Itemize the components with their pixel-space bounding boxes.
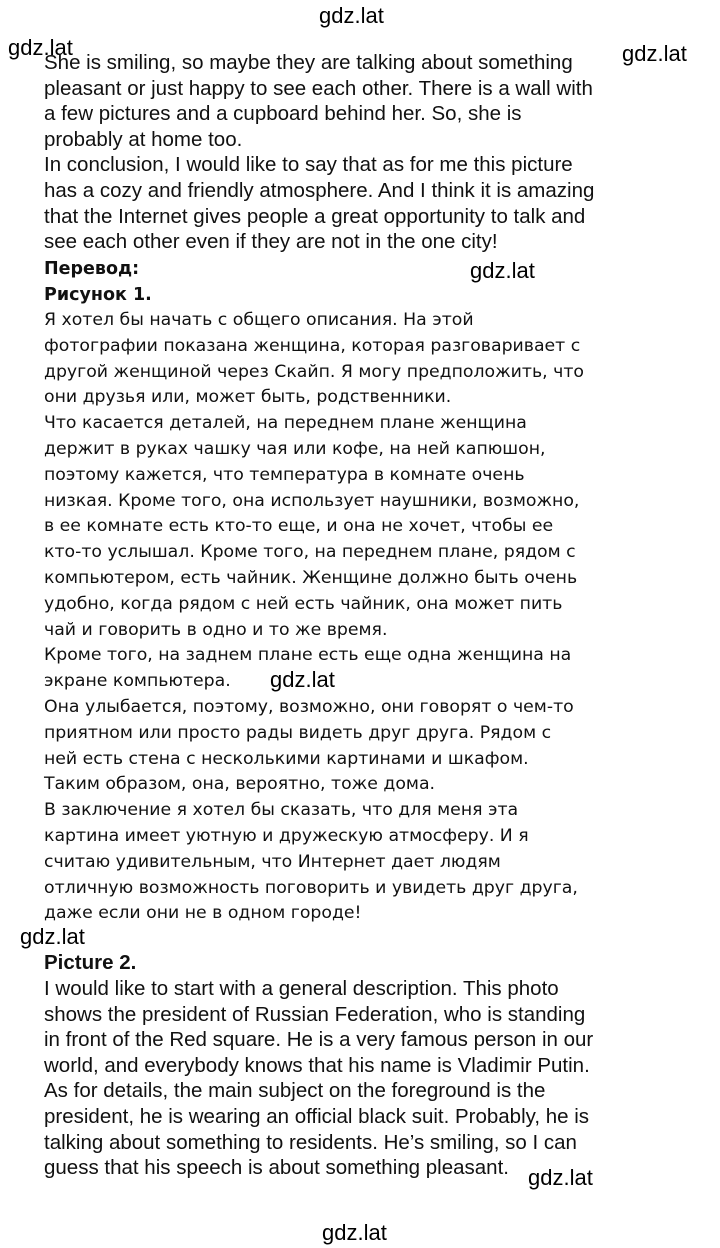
watermark-top-left: gdz.lat [8, 35, 73, 60]
text-line: экране компьютера. [44, 671, 231, 692]
text-line: talking about something to residents. He’s smiling, so I can [44, 1130, 577, 1154]
text-line: Я хотел бы начать с общего описания. На этой [44, 310, 474, 330]
translation-heading: Перевод: [44, 259, 140, 279]
text-line: Кроме того, на заднем плане есть еще одна женщина на [44, 645, 572, 666]
text-line: a few pictures and a cupboard behind her. So, she is [44, 102, 522, 126]
russian-translation [44, 308, 584, 927]
text-line: As for details, the main subject on the foreground is the [44, 1079, 546, 1103]
watermark-mid: gdz.lat [270, 667, 335, 692]
watermark-mid-right: gdz.lat [470, 258, 535, 283]
watermark-bottom-right: gdz.lat [528, 1165, 593, 1190]
text-line: держит в руках чашку чая или кофе, на ней капюшон, [44, 438, 546, 459]
text-line: shows the president of Russian Federation, who is standing [44, 1002, 586, 1026]
watermark-top-right: gdz.lat [622, 41, 687, 66]
text-line: картина имеет уютную и дружескую атмосферу. И я [44, 825, 529, 846]
text-line: see each other even if they are not in the one city! [44, 230, 498, 254]
picture2-heading: Picture 2. [44, 951, 137, 974]
text-line: president, he is wearing an official black suit. Probably, he is [44, 1104, 590, 1128]
text-line: world, and everybody knows that his name is Vladimir Putin. [44, 1053, 590, 1077]
text-line: другой женщиной через Скайп. Я могу предположить, что [44, 361, 584, 382]
text-line: приятном или просто рады видеть друг друга. Рядом с [44, 722, 552, 743]
text-line: поэтому кажется, что температура в комнате очень [44, 464, 525, 485]
text-line: они друзья или, может быть, родственники. [44, 387, 452, 408]
english-continuation [44, 50, 594, 255]
text-line: В заключение я хотел бы сказать, что для меня эта [44, 800, 519, 821]
text-line: Что касается деталей, на переднем плане женщина [44, 413, 527, 434]
text-line: считаю удивительным, что Интернет дает людям [44, 851, 501, 872]
watermark-top: gdz.lat [319, 3, 384, 28]
picture2-text [44, 976, 593, 1181]
text-line: отличную возможность поговорить и увидеть друг друга, [44, 877, 578, 898]
text-line: in front of the Red square. He is a very famous person in our [44, 1028, 594, 1052]
text-line: удобно, когда рядом с ней есть чайник, она может пить [44, 593, 563, 614]
watermark-bottom: gdz.lat [322, 1220, 387, 1245]
text-line: that the Internet gives people a great opportunity to talk and [44, 204, 586, 228]
text-line: чай и говорить в одно и то же время. [44, 619, 388, 640]
text-line: ней есть стена с несколькими картинами и шкафом. [44, 748, 529, 769]
watermark-left: gdz.lat [20, 924, 85, 949]
text-line: has a cozy and friendly atmosphere. And I think it is amazing [44, 178, 595, 202]
text-line: фотографии показана женщина, которая разговаривает с [44, 335, 581, 356]
text-line: даже если они не в одном городе! [44, 903, 362, 924]
text-line: в ее комнате есть кто-то еще, и она не хочет, чтобы ее [44, 516, 554, 537]
text-line: guess that his speech is about something pleasant. [44, 1156, 509, 1180]
text-line: probably at home too. [44, 127, 243, 151]
text-line: I would like to start with a general description. This photo [44, 977, 559, 1000]
text-line: In conclusion, I would like to say that as for me this picture [44, 153, 573, 177]
picture1-heading: Рисунок 1. [44, 285, 152, 305]
text-line: компьютером, есть чайник. Женщине должно быть очень [44, 567, 578, 588]
text-line: Она улыбается, поэтому, возможно, они говорят о чем-то [44, 696, 574, 717]
text-line: кто-то услышал. Кроме того, на переднем плане, рядом с [44, 542, 576, 563]
text-line: Таким образом, она, вероятно, тоже дома. [44, 774, 436, 795]
text-line: низкая. Кроме того, она использует наушники, возможно, [44, 490, 580, 511]
text-line: pleasant or just happy to see each other. There is a wall with [44, 76, 593, 100]
text-line: She is smiling, so maybe they are talking about something [44, 51, 573, 74]
